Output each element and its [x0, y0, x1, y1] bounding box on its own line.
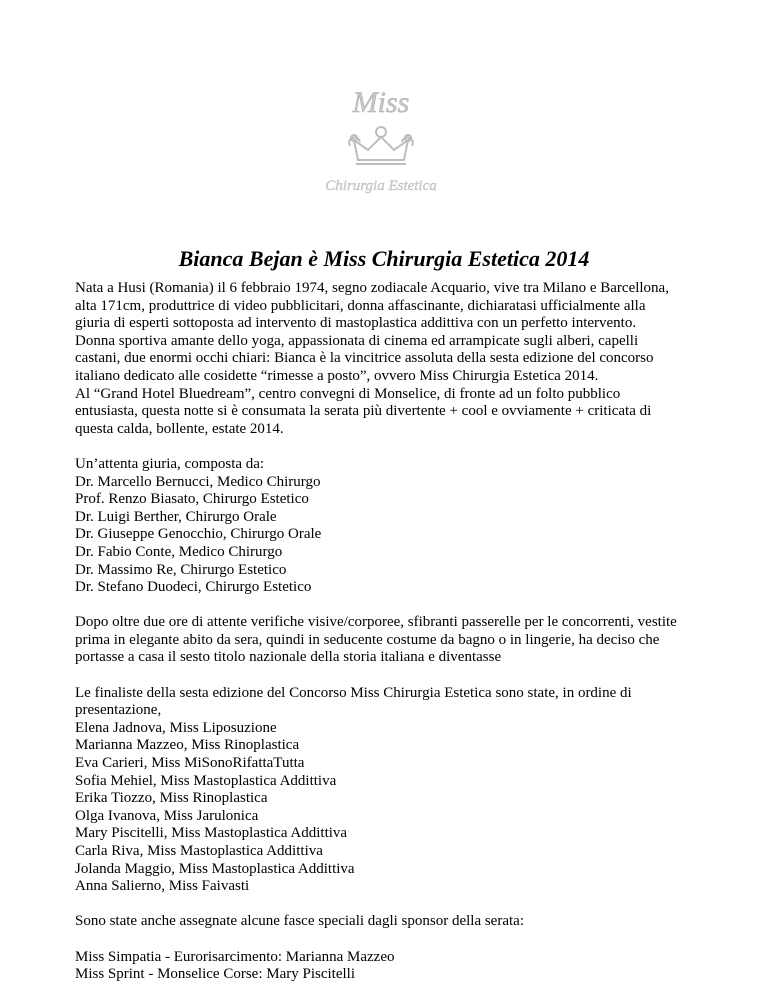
intro-line: giuria di esperti sottoposta ad intervento di mastoplastica addittiva con un perfetto intervento.	[75, 315, 637, 332]
intro-paragraph	[75, 280, 700, 438]
intro-line: Nata a Husi (Romania) il 6 febbraio 1974, segno zodiacale Acquario, vive tra Milano e Barcellona,	[75, 280, 669, 296]
finalist-name: Carla Riva, Miss Mastoplastica Addittiva	[75, 843, 323, 859]
special-awards-paragraph	[75, 949, 700, 984]
jury-member: Dr. Stefano Duodeci, Chirurgo Estetico	[75, 579, 312, 596]
special-intro: Sono state anche assegnate alcune fasce speciali dagli sponsor della serata:	[75, 913, 524, 930]
article-body	[75, 280, 700, 1001]
finalist-name: Erika Tiozzo, Miss Rinoplastica	[75, 790, 268, 807]
finalist-name: Eva Carieri, Miss MiSonoRifattaTutta	[75, 755, 305, 772]
finalist-name: Elena Jadnova, Miss Liposuzione	[75, 719, 277, 736]
intro-line: alta 171cm, produttrice di video pubblicitari, donna affascinante, dichiaratasi ufficialmente alla	[75, 297, 646, 314]
intro-line: questa calda, bollente, estate 2014.	[75, 420, 284, 437]
jury-intro: Un’attenta giuria, composta da:	[75, 455, 265, 472]
finalist-name: Mary Piscitelli, Miss Mastoplastica Addittiva	[75, 825, 348, 842]
jury-member: Prof. Renzo Biasato, Chirurgo Estetico	[75, 491, 309, 508]
special-intro-paragraph	[75, 913, 700, 931]
finalist-name: Anna Salierno, Miss Faivasti	[75, 878, 250, 895]
crown-icon	[306, 82, 456, 208]
verification-paragraph	[75, 614, 700, 667]
finalist-name: Sofia Mehiel, Miss Mastoplastica Addittiva	[75, 772, 337, 789]
verification-line: portasse a casa il sesto titolo nazionale della storia italiana e diventasse	[75, 649, 502, 666]
intro-line: castani, due enormi occhi chiari: Bianca è la vincitrice assoluta della sesta edizione del concorso	[75, 350, 654, 367]
finalists-intro: presentazione,	[75, 702, 162, 719]
jury-member: Dr. Massimo Re, Chirurgo Estetico	[75, 561, 287, 578]
intro-line: Al “Grand Hotel Bluedream”, centro convegni di Monselice, di fronte ad un folto pubblico	[75, 385, 621, 402]
finalists-intro: Le finaliste della sesta edizione del Concorso Miss Chirurgia Estetica sono state, in ordine di	[75, 684, 632, 701]
logo-top-text: Miss	[352, 86, 410, 119]
logo-bottom-text: Chirurgia Estetica	[325, 178, 437, 194]
special-award: Miss Simpatia - Eurorisarcimento: Marianna Mazzeo	[75, 948, 395, 965]
finalist-name: Marianna Mazzeo, Miss Rinoplastica	[75, 737, 300, 754]
jury-member: Dr. Fabio Conte, Medico Chirurgo	[75, 543, 283, 560]
jury-member: Dr. Giuseppe Genocchio, Chirurgo Orale	[75, 526, 322, 543]
jury-paragraph	[75, 456, 700, 597]
page-title: Bianca Bejan è Miss Chirurgia Estetica 2014	[178, 246, 590, 271]
intro-line: italiano dedicato alle cosidette “rimesse a posto”, ovvero Miss Chirurgia Estetica 2014.	[75, 367, 599, 384]
intro-line: Donna sportiva amante dello yoga, appassionata di cinema ed arrampicate sugli alberi, capelli	[75, 332, 639, 349]
jury-member: Dr. Luigi Berther, Chirurgo Orale	[75, 508, 277, 525]
special-award: Miss Sprint - Monselice Corse: Mary Piscitelli	[75, 966, 355, 983]
finalist-name: Olga Ivanova, Miss Jarulonica	[75, 807, 259, 824]
jury-member: Dr. Marcello Bernucci, Medico Chirurgo	[75, 473, 321, 490]
finalists-paragraph	[75, 685, 700, 896]
verification-line: Dopo oltre due ore di attente verifiche visive/corporee, sfibranti passerelle per le concorrenti, vestite	[75, 614, 677, 631]
intro-line: entusiasta, questa notte si è consumata la serata più divertente + cool e ovviamente + criticata di	[75, 403, 652, 420]
finalist-name: Jolanda Maggio, Miss Mastoplastica Addittiva	[75, 860, 355, 877]
miss-chirurgia-logo	[306, 82, 456, 208]
verification-line: prima in elegante abito da sera, quindi in seducente costume da bagno o in lingerie, ha deciso che	[75, 631, 660, 648]
